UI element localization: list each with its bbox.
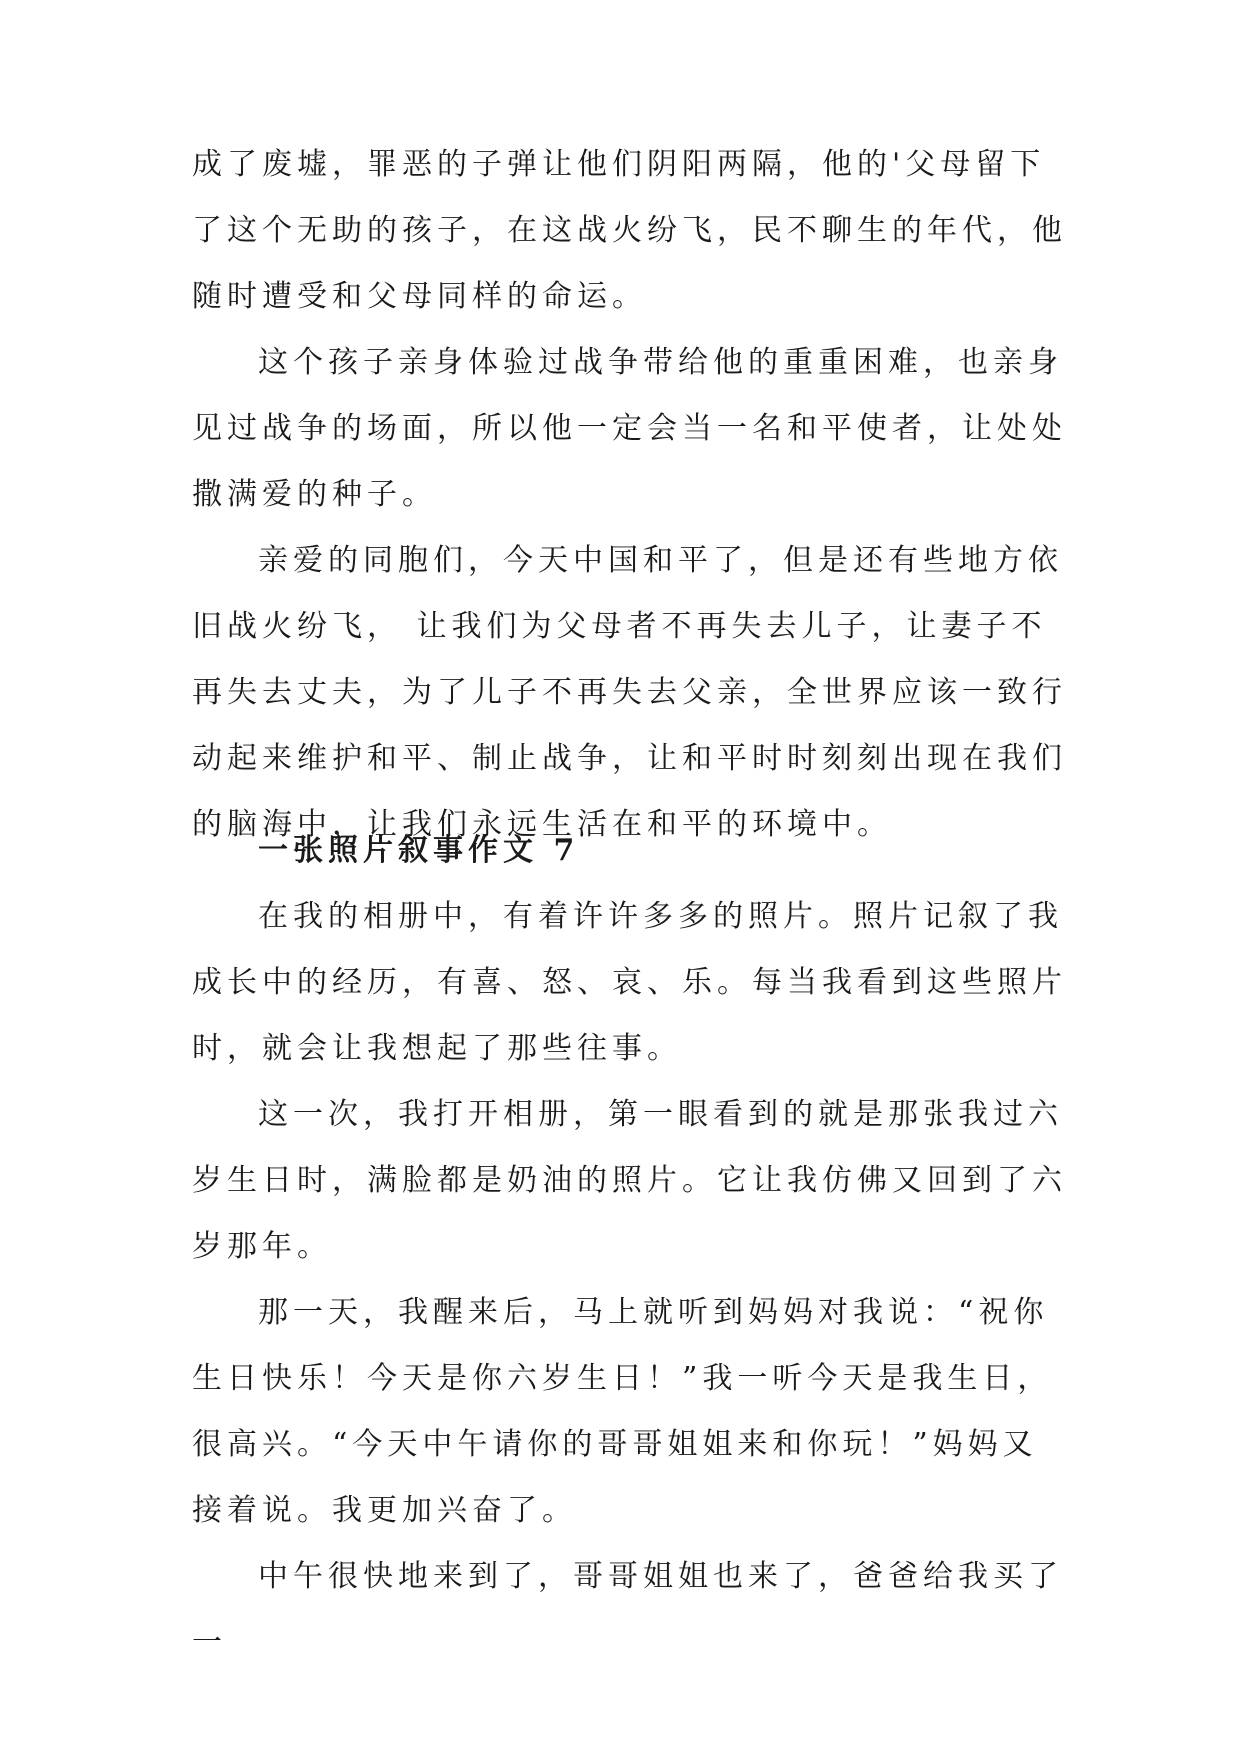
essay-section-a [192,132,1072,858]
essay-section-b [192,884,1072,1676]
paragraph-peace-messenger: 这个孩子亲身体验过战争带给他的重重困难，也亲身见过战争的场面，所以他一定会当一名和平使者，让处处撒满爱的种子。 [192,345,1067,512]
essay-title: 一张照片叙事作文 7 [258,833,580,868]
paragraph-noon-arrival: 中午很快地来到了，哥哥姐姐也来了，爸爸给我买了一 [192,1559,1063,1660]
paragraph-orphan-war: 成了废墟，罪恶的子弹让他们阴阳两隔，他的'父母留下了这个无助的孩子，在这战火纷飞，民不聊生的年代，他随时遭受和父母同样的命运。 [192,147,1067,314]
paragraph-birthday-photo: 这一次，我打开相册，第一眼看到的就是那张我过六岁生日时，满脸都是奶油的照片。它让我仿佛又回到了六岁那年。 [192,1097,1067,1264]
paragraph-call-for-peace: 亲爱的同胞们，今天中国和平了，但是还有些地方依旧战火纷飞， 让我们为父母者不再失去儿子，让妻子不再失去丈夫，为了儿子不再失去父亲，全世界应该一致行动起来维护和平、制止战争，让和平时时刻刻出现在我们的脑海中，让我们永远生活在和平的环境中。 [192,543,1067,842]
paragraph-photo-album: 在我的相册中，有着许许多多的照片。照片记叙了我成长中的经历，有喜、怒、哀、乐。每当我看到这些照片时，就会让我想起了那些往事。 [192,899,1067,1066]
paragraph-birthday-morning: 那一天，我醒来后，马上就听到妈妈对我说：“祝你生日快乐！今天是你六岁生日！”我一听今天是我生日，很高兴。“今天中午请你的哥哥姐姐来和你玩！”妈妈又接着说。我更加兴奋了。 [192,1295,1053,1528]
